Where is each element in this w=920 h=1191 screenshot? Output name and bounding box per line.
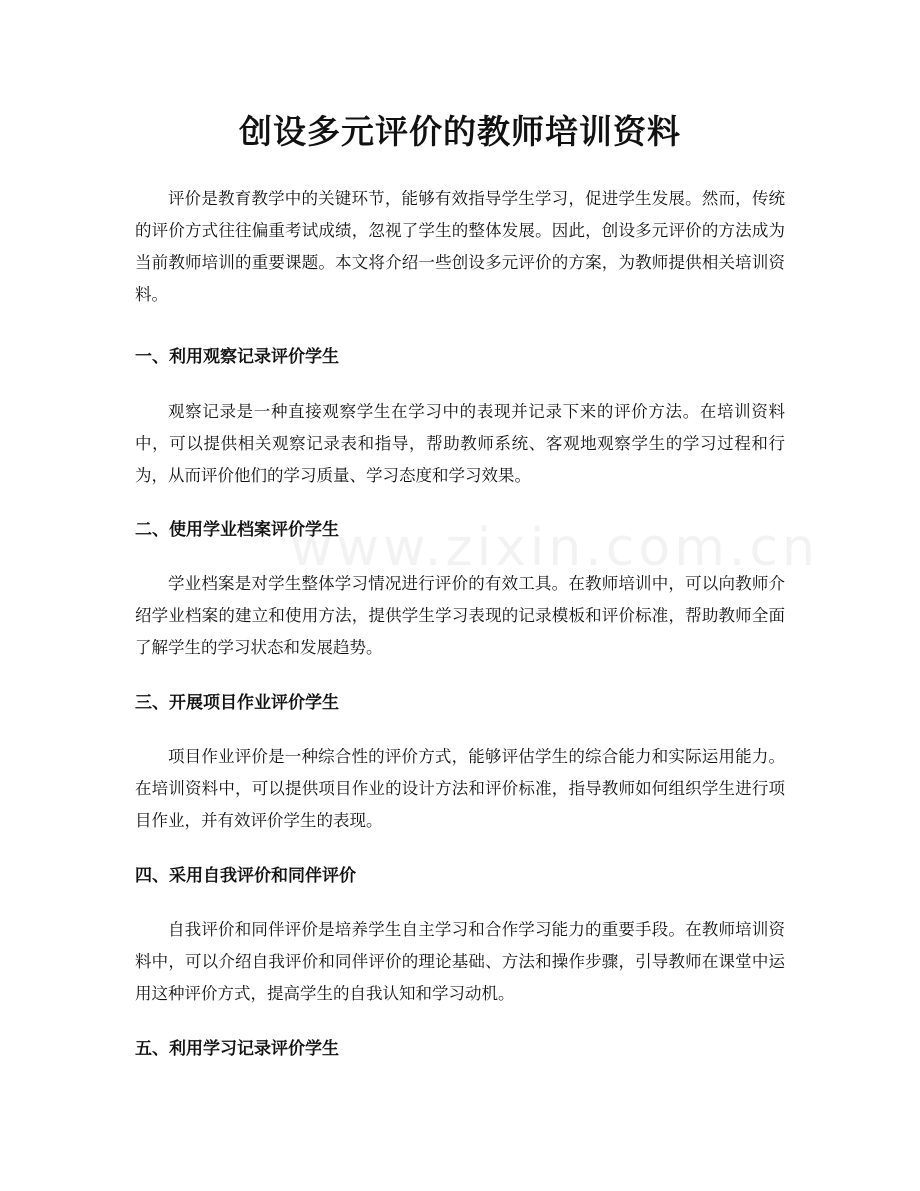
section-4-heading: 四、采用自我评价和同伴评价 <box>135 866 356 886</box>
section-2-paragraph: 学业档案是对学生整体学习情况进行评价的有效工具。在教师培训中，可以向教师介绍学业档案的建立和使用方法，提供学生学习表现的记录模板和评价标准，帮助教师全面了解学生的学习状态和发展趋势。 <box>135 574 785 657</box>
section-1-heading: 一、利用观察记录评价学生 <box>135 347 339 367</box>
document-title: 创设多元评价的教师培训资料 <box>239 112 681 151</box>
section-5-heading: 五、利用学习记录评价学生 <box>135 1039 339 1059</box>
section-1-paragraph: 观察记录是一种直接观察学生在学习中的表现并记录下来的评价方法。在培训资料中，可以提供相关观察记录表和指导，帮助教师系统、客观地观察学生的学习过程和行为，从而评价他们的学习质量、学习态度和学习效果。 <box>135 402 785 485</box>
section-2-heading: 二、使用学业档案评价学生 <box>135 520 339 540</box>
section-3-heading: 三、开展项目作业评价学生 <box>135 693 339 713</box>
watermark: www.zixin.com.cn <box>290 518 819 578</box>
section-4-paragraph: 自我评价和同伴评价是培养学生自主学习和合作学习能力的重要手段。在教师培训资料中，可以介绍自我评价和同伴评价的理论基础、方法和操作步骤，引导教师在课堂中运用这种评价方式，提高学生的自我认知和学习动机。 <box>135 920 785 1003</box>
intro-paragraph: 评价是教育教学中的关键环节，能够有效指导学生学习，促进学生发展。然而，传统的评价方式往往偏重考试成绩，忽视了学生的整体发展。因此，创设多元评价的方法成为当前教师培训的重要课题。本文将介绍一些创设多元评价的方案，为教师提供相关培训资料。 <box>135 189 785 304</box>
section-3-paragraph: 项目作业评价是一种综合性的评价方式，能够评估学生的综合能力和实际运用能力。在培训资料中，可以提供项目作业的设计方法和评价标准，指导教师如何组织学生进行项目作业，并有效评价学生的表现。 <box>135 747 785 830</box>
